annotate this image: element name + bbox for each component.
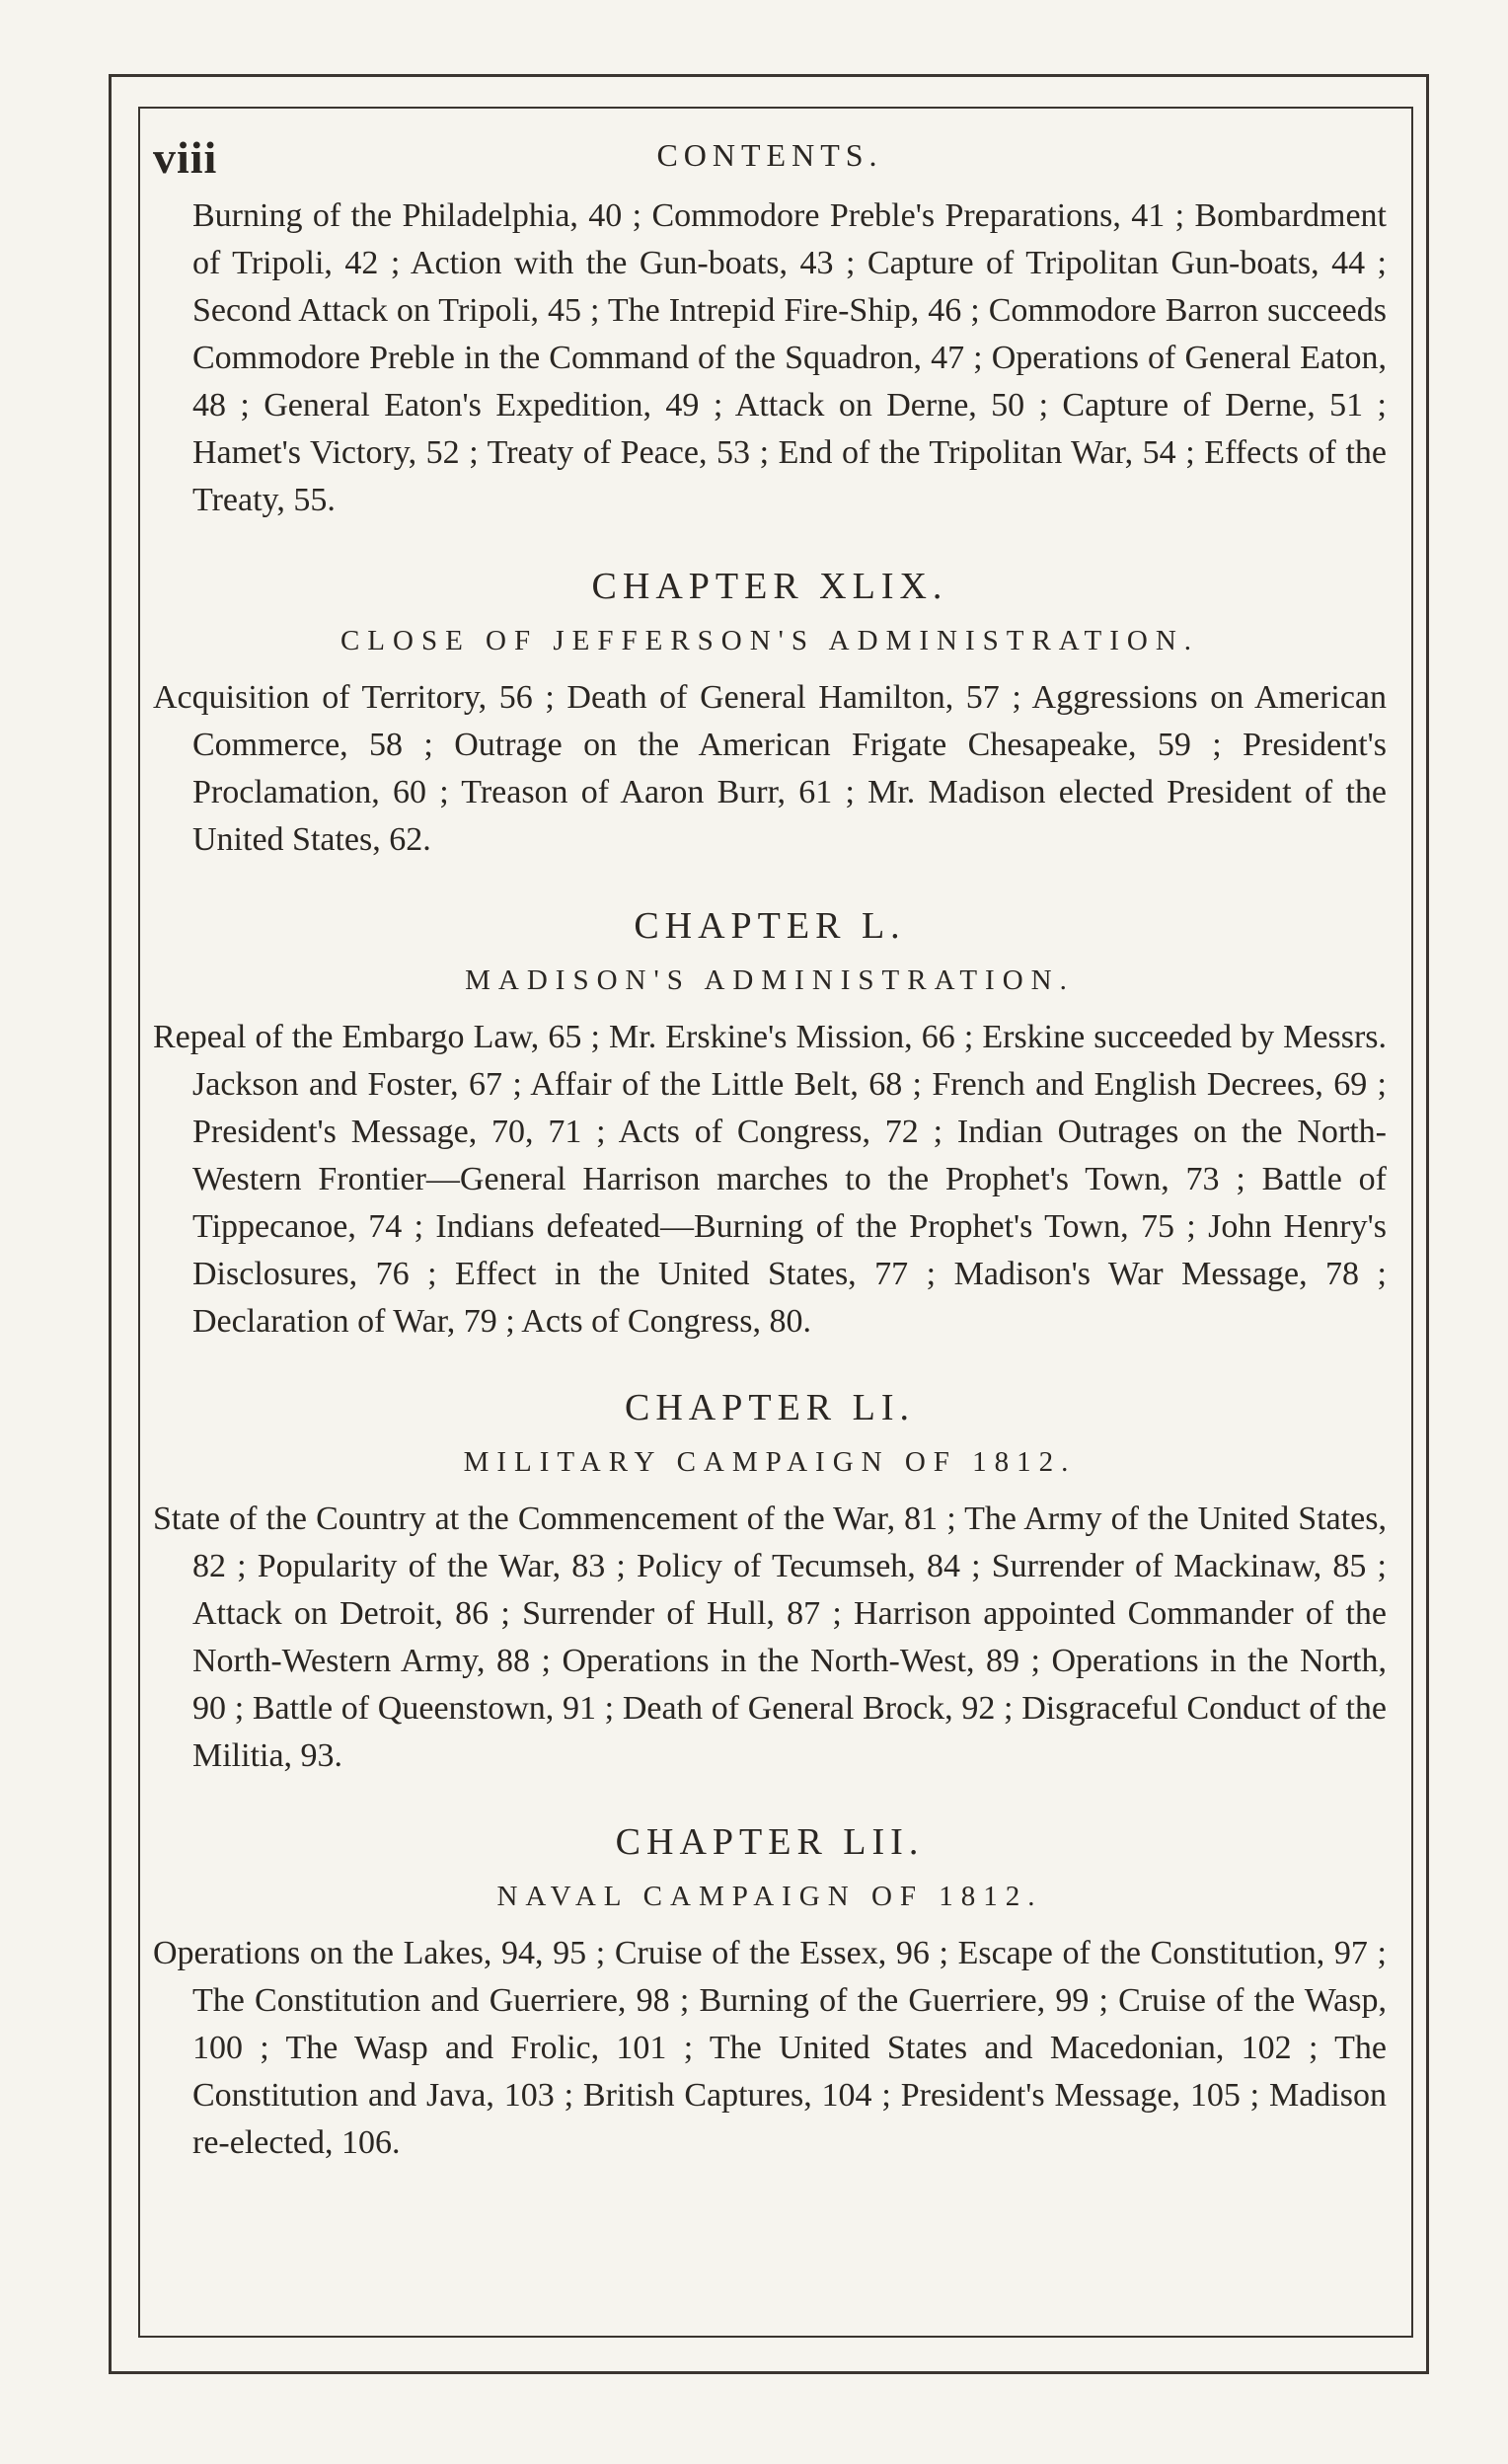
chapter-entry: State of the Country at the Commencement of the War, 81 ; The Army of the United States, 82 ; Popularity of the War, 83 ; Policy of Tecumseh, 84 ; Surrender of Mackinaw, 85 ; Attack on Detroit, 86 ; Surrender of Hull, 87 ; Harrison appointed Commander of the North-Western Army, 88 ; Operations in the North-West, 89 ; Operations in the North, 90 ; Battle of Queenstown, 91 ; Death of General Brock, 92 ; Disgraceful Conduct of the Militia, 93. — [153, 1501, 1387, 1774]
page-header — [153, 123, 1387, 192]
chapter-xlix — [153, 562, 1387, 864]
chapter-title: CHAPTER XLIX. — [591, 566, 948, 607]
running-head: CONTENTS. — [656, 137, 883, 173]
chapter-subtitle: CLOSE OF JEFFERSON'S ADMINISTRATION. — [339, 625, 1200, 656]
chapter-lii — [153, 1817, 1387, 2167]
chapter-entry: Operations on the Lakes, 94, 95 ; Cruise of the Essex, 96 ; Escape of the Constitution, 97 ; The Constitution and Guerriere, 98 ; Burning of the Guerriere, 99 ; Cruise of the Wasp, 100 ; The Wasp and Frolic, 101 ; The United States and Macedonian, 102 ; The Constitution and Java, 103 ; British Captures, 104 ; President's Message, 105 ; Madison re-elected, 106. — [153, 1935, 1387, 2161]
chapter-title: CHAPTER LI. — [625, 1387, 915, 1428]
chapter-subtitle: NAVAL CAMPAIGN OF 1812. — [496, 1881, 1043, 1912]
chapter-subtitle: MADISON'S ADMINISTRATION. — [465, 964, 1075, 996]
chapter-subtitle: MILITARY CAMPAIGN OF 1812. — [463, 1446, 1077, 1478]
continued-entry: Burning of the Philadelphia, 40 ; Commodore Preble's Preparations, 41 ; Bombardment of Tripoli, 42 ; Action with the Gun-boats, 43 ; Capture of Tripolitan Gun-boats, 44 ; Second Attack on Tripoli, 45 ; The Intrepid Fire-Ship, 46 ; Commodore Barron succeeds Commodore Preble in the Command of the Squadron, 47 ; Operations of General Eaton, 48 ; General Eaton's Expedition, 49 ; Attack on Derne, 50 ; Capture of Derne, 51 ; Hamet's Victory, 52 ; Treaty of Peace, 53 ; End of the Tripolitan War, 54 ; Effects of the Treaty, 55. — [192, 197, 1387, 518]
contents-page — [153, 123, 1387, 2325]
chapter-li — [153, 1383, 1387, 1780]
page-number: viii — [153, 132, 218, 183]
chapter-title: CHAPTER LII. — [615, 1821, 925, 1863]
chapter-entry: Acquisition of Territory, 56 ; Death of General Hamilton, 57 ; Aggressions on American Commerce, 58 ; Outrage on the American Frigate Chesapeake, 59 ; President's Proclamation, 60 ; Treason of Aaron Burr, 61 ; Mr. Madison elected President of the United States, 62. — [153, 679, 1387, 858]
chapter-entry: Repeal of the Embargo Law, 65 ; Mr. Erskine's Mission, 66 ; Erskine succeeded by Messrs. Jackson and Foster, 67 ; Affair of the Little Belt, 68 ; French and English Decrees, 69 ; President's Message, 70, 71 ; Acts of Congress, 72 ; Indian Outrages on the North-Western Frontier—General Harrison marches to the Prophet's Town, 73 ; Battle of Tippecanoe, 74 ; Indians defeated—Burning of the Prophet's Town, 75 ; John Henry's Disclosures, 76 ; Effect in the United States, 77 ; Madison's War Message, 78 ; Declaration of War, 79 ; Acts of Congress, 80. — [153, 1019, 1387, 1340]
chapter-l — [153, 901, 1387, 1346]
chapter-title: CHAPTER L. — [634, 905, 906, 947]
